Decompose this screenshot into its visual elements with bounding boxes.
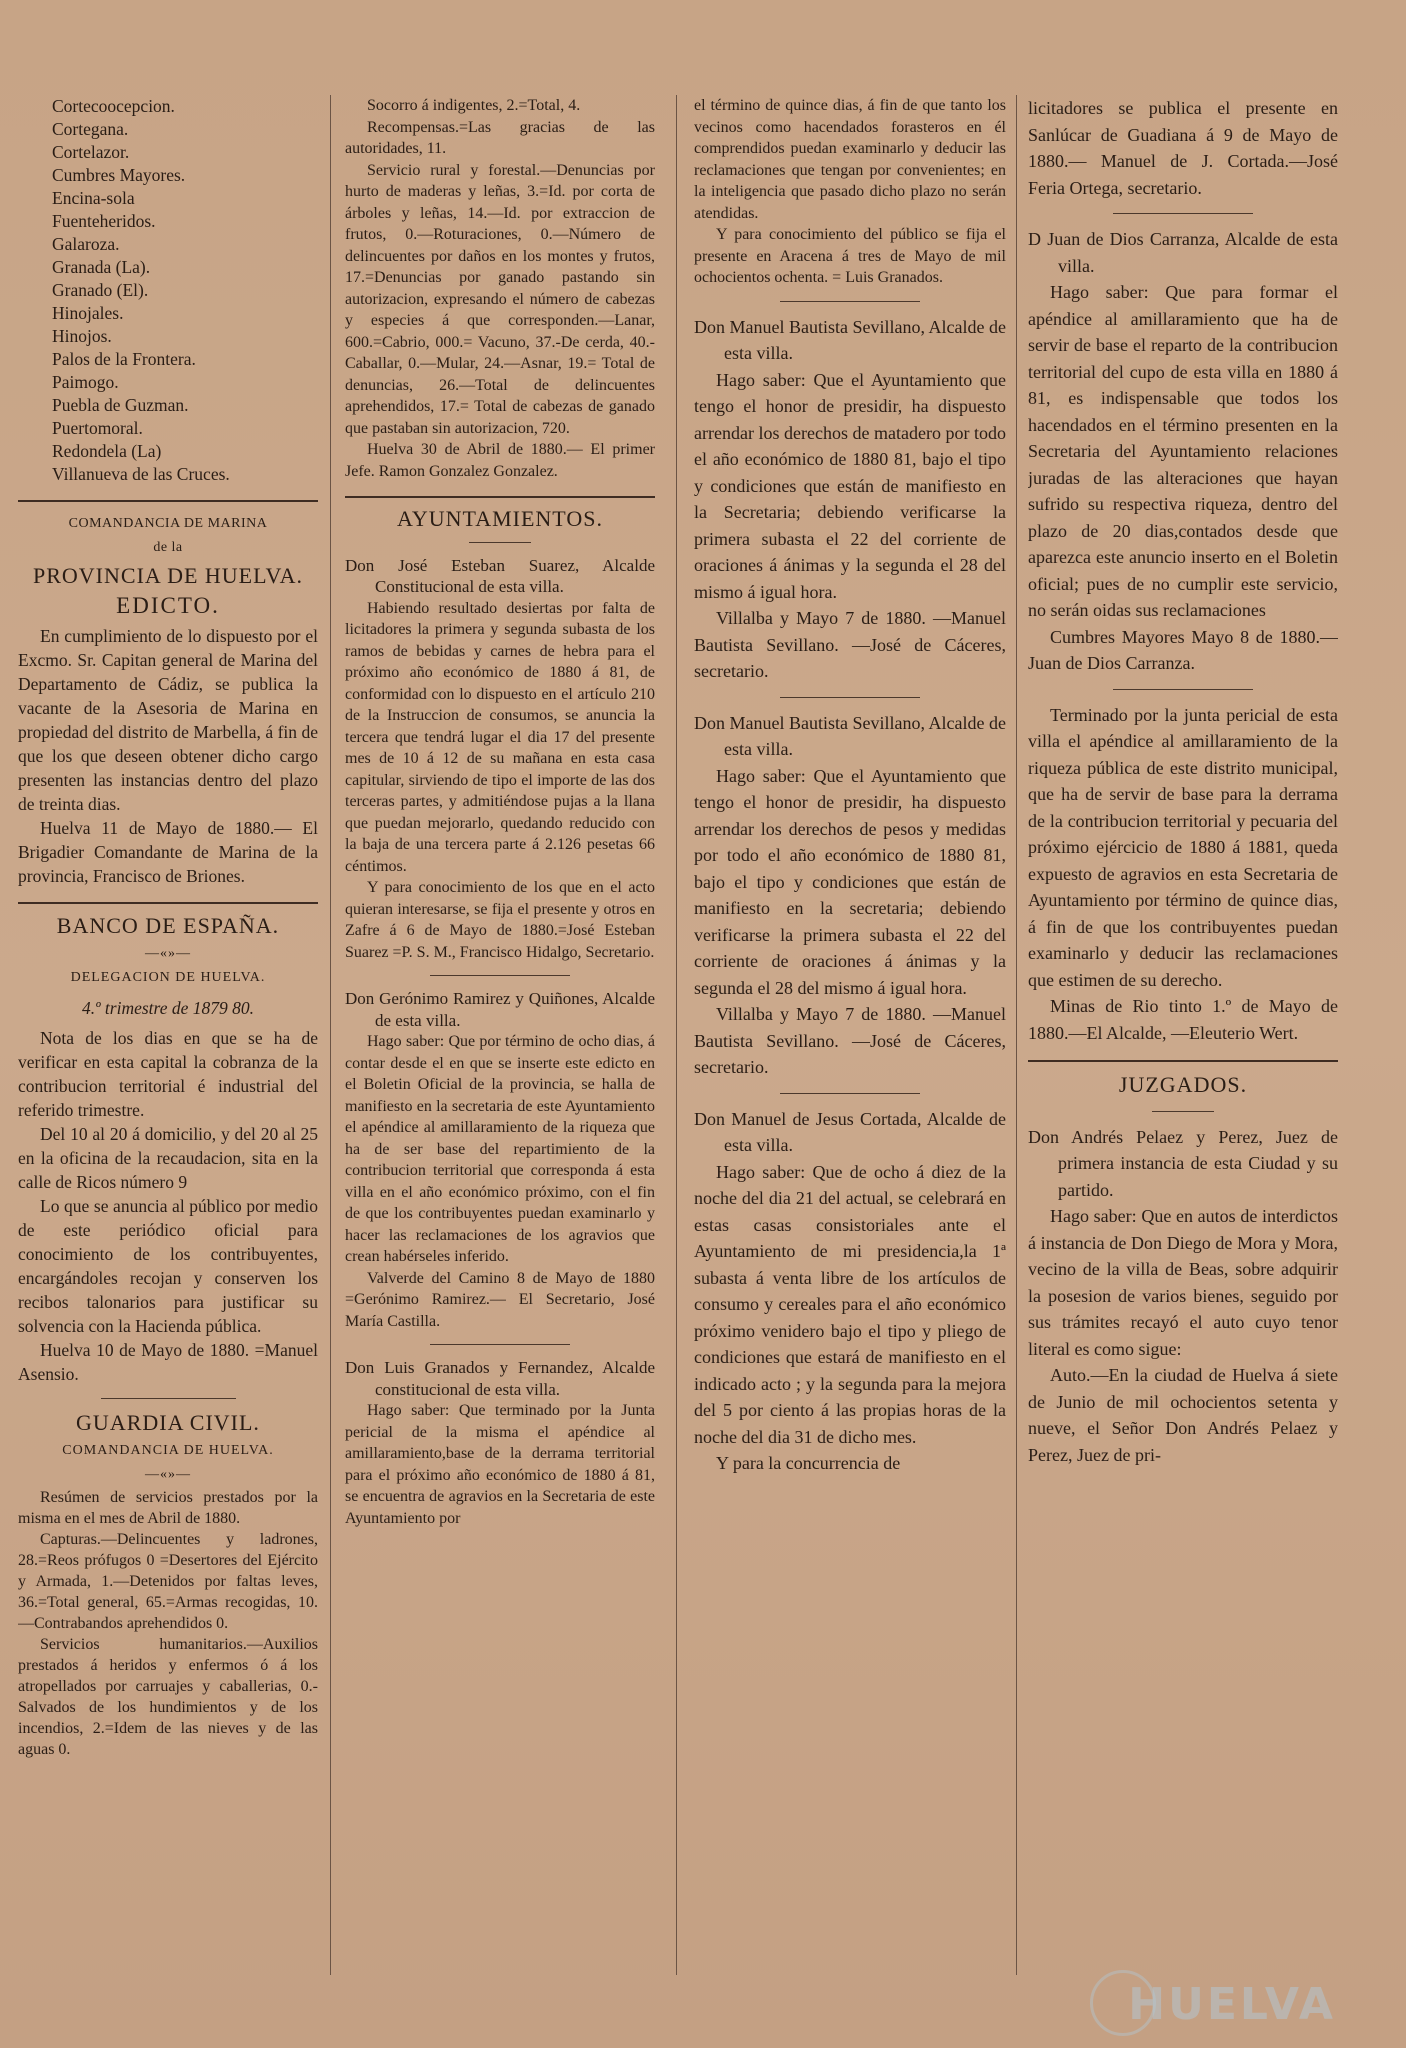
- notice-body: Habiendo resultado desiertas por falta de licitadores la primera y segunda subasta de los ramos de bebidas y carnes de hebra para el próximo año económico de 1880 á 81, de conformidad con lo dispuesto en el artículo 210 de la Instruccion de consumos, se anuncia la tercera que tendrá lugar el dia 17 del presente mes de 10 á 12 de su mañana en esta casa capitular, sirviendo de tipo el importe de las dos terceras partes, y admitiéndose pujas a la llana que puedan mejorarlo, quedando reducido con la baja de una tercera parte á 2.126 pesetas 66 céntimos.: [345, 599, 655, 875]
- town-item: Redondela (La): [52, 441, 162, 461]
- notice-signature: Villalba y Mayo 7 de 1880. —Manuel Bautista Sevillano. —José de Cáceres, secretario.: [694, 1004, 1006, 1077]
- column-rule: [1016, 95, 1017, 1975]
- section-divider: [469, 542, 531, 543]
- marina-de: de la: [153, 540, 183, 555]
- notice-body: Hago saber: Que el Ayuntamiento que tengo el honor de presidir, ha dispuesto arrendar los derechos de pesos y medidas por todo el año económico de 1880 81, bajo el tipo y condiciones que están de manifiesto en la secretaria; debiendo verificarse la primera subasta el 22 del corriente de oraciones á ánimas y la segunda el 28 del mismo á igual hora.: [694, 765, 1006, 998]
- town-item: Hinojos.: [52, 326, 112, 346]
- notice-header: Don Manuel de Jesus Cortada, Alcalde de esta villa.: [694, 1108, 1006, 1155]
- section-divider: [1113, 213, 1253, 214]
- section-divider: [780, 301, 920, 302]
- banco-paragraph: Nota de los dias en que se ha de verificar en esta capital la cobranza de la contribucion territorial é industrial del referido trimestre.: [18, 1028, 318, 1120]
- notice-body: Y para conocimiento de los que en el acto quieran interesarse, se fija el presente y otros en Zafre á 6 de Mayo de 1880.=José Esteban Suarez =P. S. M., Francisco Hidalgo, Secretario.: [345, 879, 655, 961]
- notice-header: Don Andrés Pelaez y Perez, Juez de primera instancia de esta Ciudad y su partido.: [1028, 1126, 1338, 1200]
- section-divider: [780, 1093, 920, 1094]
- edicto-signature: Huelva 11 de Mayo de 1880.— El Brigadier Comandante de Marina de la provincia, Francisco de Briones.: [18, 818, 318, 886]
- banco-heading: BANCO DE ESPAÑA.: [56, 913, 280, 938]
- section-divider: [18, 902, 318, 904]
- town-item: Cortecoocepcion.: [52, 96, 175, 116]
- section-divider: [1028, 1060, 1338, 1062]
- notice-body: Hago saber: Que por término de ocho dias, á contar desde el en que se inserte este edicto en el Boletin Oficial de la provincia, se halla de manifiesto en la secretaria de este Ayuntamiento el apéndice al amillaramiento de la riqueza que ha de ser base del repartimiento de la contribucion territorial que corresponda á esta villa en el año económico próximo, con el fin de que los contribuyentes puedan examinarlo y hacer las reclamaciones de los agravios que crean habérseles inferido.: [345, 1033, 655, 1265]
- section-divider: [1152, 1111, 1214, 1112]
- town-item: Puertomoral.: [52, 418, 143, 438]
- guardia-paragraph: Recompensas.=Las gracias de las autoridades, 11.: [345, 118, 655, 157]
- guardia-signature: Huelva 30 de Abril de 1880.— El primer Jefe. Ramon Gonzalez Gonzalez.: [345, 441, 655, 480]
- column-rule: [676, 95, 677, 1975]
- guardia-paragraph: Capturas.—Delincuentes y ladrones, 28.=Reos prófugos 0 =Desertores del Ejército y Armada, 1.—Detenidos por faltas leves, 36.=Total general, 65.=Armas recogidas, 10.—Contrabandos aprehendidos 0.: [18, 1531, 318, 1632]
- marina-heading: COMANDANCIA DE MARINA: [68, 516, 268, 531]
- notice-body: Y para la concurrencia de: [716, 1453, 901, 1473]
- notice-body: Hago saber: Que en autos de interdictos á instancia de Don Diego de Mora y Mora, vecino de la villa de Beas, sobre adquirir la posesion de varios bienes, seguido por sus trámites recayó el auto cuyo tenor literal es como sigue:: [1028, 1206, 1338, 1359]
- section-divider: [18, 500, 318, 502]
- guardia-paragraph: Servicios humanitarios.—Auxilios prestados á heridos y enfermos ó á los atropellados por carruajes y caballerias, 0.-Salvados de los hundimientos y de los incendios, 2.=Idem de las nieves y de las aguas 0.: [18, 1636, 318, 1758]
- notice-header: Don José Esteban Suarez, Alcalde Constitucional de esta villa.: [345, 555, 655, 596]
- notice-body: Auto.—En la ciudad de Huelva á siete de Junio de mil ochocientos setenta y nueve, el Señor Don Andrés Pelaez y Perez, Juez de pri-: [1028, 1365, 1338, 1465]
- town-item: Villanueva de las Cruces.: [52, 464, 230, 484]
- town-item: Encina-sola: [52, 188, 135, 208]
- notice-header: Don Luis Granados y Fernandez, Alcalde constitucional de esta villa.: [345, 1358, 655, 1399]
- column-4: [1028, 95, 1338, 1468]
- section-divider: [345, 496, 655, 498]
- guardia-paragraph: Socorro á indigentes, 2.=Total, 4.: [367, 97, 581, 114]
- notice-body: Hago saber: Que el Ayuntamiento que tengo el honor de presidir, ha dispuesto arrendar los derechos de matadero por todo el año económico de 1880 81, bajo el tipo y condiciones que están de manifiesto en la Secretaria; debiendo verificarse la primera subasta el 22 del corriente de oraciones á ánimas y la segunda el 28 del mismo á igual hora.: [694, 369, 1006, 602]
- notice-header: Don Manuel Bautista Sevillano, Alcalde de esta villa.: [694, 712, 1006, 759]
- guardia-separator: —«»—: [145, 1467, 191, 1482]
- notice-header: Don Manuel Bautista Sevillano, Alcalde de esta villa.: [694, 316, 1006, 363]
- banco-paragraph: Del 10 al 20 á domicilio, y del 20 al 25 en la oficina de la recaudacion, sita en la calle de Ricos número 9: [18, 1124, 318, 1192]
- banco-separator: —«»—: [145, 946, 191, 961]
- section-divider: [430, 1344, 570, 1345]
- notice-body: Hago saber: Que de ocho á diez de la noche del dia 21 del actual, se celebrará en estas casas consistoriales ante el Ayuntamiento de mi presidencia,la 1ª subasta á venta libre de los artículos de consumo y cereales para el año económico próximo venidero bajo el tipo y pliego de condiciones que estará de manifiesto en el indicado acto ; y la segunda para la mejora del 5 por ciento á las propias horas de la noche del dia 31 de dicho mes.: [694, 1161, 1006, 1447]
- town-item: Fuenteheridos.: [52, 211, 156, 231]
- guardia-subheading: COMANDANCIA DE HUELVA.: [62, 1443, 274, 1458]
- notice-header: D Juan de Dios Carranza, Alcalde de esta villa.: [1028, 229, 1338, 276]
- section-divider: [430, 975, 570, 976]
- town-item: Paimogo.: [52, 372, 119, 392]
- column-3: [694, 95, 1006, 1477]
- ayuntamientos-heading: AYUNTAMIENTOS.: [397, 506, 603, 531]
- notice-body: el término de quince dias, á fin de que tanto los vecinos como hacendados forasteros en él comprendidos puedan examinarlo y deducir las reclamaciones que tengan por convenientes; en la inteligencia que pasado dicho plazo no serán atendidas.: [694, 97, 1006, 222]
- trimestre-title: 4.º trimestre de 1879 80.: [82, 998, 254, 1018]
- banco-subheading: DELEGACION DE HUELVA.: [70, 970, 266, 985]
- guardia-paragraph: Servicio rural y forestal.—Denuncias por hurto de maderas y leñas, 3.=Id. por corta de árboles y leñas, 14.—Id. por extraccion de frutos, 0.—Roturaciones, 0.—Número de delincuentes por daños en los montes y frutos, 17.=Denuncias por ganado pastando sin autorizacion, expresando el número de cabezas y especies á que corresponden.—Lanar, 600.=Cabrio, 000.= Vacuno, 37.-De cerda, 40.-Caballar, 0.—Mular, 24.—Asnar, 19.= Total de denuncias, 26.—Total de delincuentes aprehendidos, 17.= Total de cabezas de ganado que pastaban sin autorizacion, 720.: [345, 161, 655, 437]
- town-item: Hinojales.: [52, 303, 124, 323]
- notice-body: Hago saber: Que terminado por la Junta pericial de la misma el apéndice al amillaramiento,base de la derrama territorial para el próximo año económico de 1880 á 81, se encuentra de agravios en la Secretaria de este Ayuntamiento por: [345, 1402, 655, 1527]
- town-item: Galaroza.: [52, 234, 120, 254]
- section-divider: [1113, 689, 1253, 690]
- notice-signature: Valverde del Camino 8 de Mayo de 1880 =Gerónimo Ramirez.— El Secretario, José María Castilla.: [345, 1269, 655, 1330]
- notice-signature: Minas de Rio tinto 1.º de Mayo de 1880.—El Alcalde, —Eleuterio Wert.: [1028, 996, 1338, 1043]
- edicto-body: En cumplimiento de lo dispuesto por el Excmo. Sr. Capitan general de Marina del Departamento de Cádiz, se publica la vacante de la Asesoria de Marina en propiedad del distrito de Marbella, á fin de que los que deseen obtener dicho cargo presenten las instancias dentro del plazo de treinta dias.: [18, 626, 318, 814]
- notice-body: Terminado por la junta pericial de esta villa el apéndice al amillaramiento de la riqueza pública de este distrito municipal, que ha de servir de base para la derrama de la contribucion territorial y pecuaria del próximo ejércicio de 1880 á 1881, queda expuesto de agravios en esta Secretaria de Ayuntamiento por término de quince dias, á fin de que los contribuyentes puedan examinarlo y deducir las reclamaciones que estimen de su derecho.: [1028, 704, 1338, 990]
- marina-province: PROVINCIA DE HUELVA.: [33, 563, 303, 588]
- town-item: Puebla de Guzman.: [52, 395, 189, 415]
- juzgados-heading: JUZGADOS.: [1118, 1072, 1248, 1097]
- guardia-heading: GUARDIA CIVIL.: [76, 1410, 260, 1435]
- town-item: Cortegana.: [52, 119, 129, 139]
- watermark: HUELVA: [1128, 1979, 1336, 2030]
- notice-header: Don Gerónimo Ramirez y Quiñones, Alcalde de esta villa.: [345, 989, 655, 1030]
- notice-signature: Villalba y Mayo 7 de 1880. —Manuel Bautista Sevillano. —José de Cáceres, secretario.: [694, 608, 1006, 681]
- town-item: Cortelazor.: [52, 142, 130, 162]
- notice-body: Hago saber: Que para formar el apéndice al amillaramiento que ha de servir de base el reparto de la contribucion territorial del cupo de esta villa en 1880 á 81, es indispensable que todos los hacendados en el término presenten en la Secretaria del Ayuntamiento relaciones juradas de las alteraciones que hayan sufrido su respectiva riqueza, dentro del plazo de 20 dias,contados desde que aparezca este anuncio inserto en el Boletin oficial; pues de no cumplir este servicio, no serán oidas sus reclamaciones: [1028, 282, 1338, 620]
- town-item: Palos de la Frontera.: [52, 349, 196, 369]
- town-list: [18, 95, 318, 486]
- column-1: [18, 95, 318, 1760]
- edicto-title: EDICTO.: [116, 593, 220, 618]
- town-item: Granada (La).: [52, 257, 151, 277]
- banco-paragraph: Lo que se anuncia al público por medio de este periódico oficial para conocimiento de los contribuyentes, encargándoles recojan y conserven los recibos talonarios para justificar su solvencia con la Hacienda pública.: [18, 1196, 318, 1336]
- town-item: Granado (El).: [52, 280, 149, 300]
- notice-signature: Cumbres Mayores Mayo 8 de 1880.—Juan de Dios Carranza.: [1028, 626, 1338, 673]
- section-divider: [780, 697, 920, 698]
- column-2: [345, 95, 655, 1529]
- notice-signature: Y para conocimiento del público se fija el presente en Aracena á tres de Mayo de mil ochocientos ochenta. = Luis Granados.: [694, 226, 1006, 286]
- guardia-paragraph: Resúmen de servicios prestados por la misma en el mes de Abril de 1880.: [18, 1489, 318, 1527]
- notice-signature: licitadores se publica el presente en Sanlúcar de Guadiana á 9 de Mayo de 1880.— Manuel de J. Cortada.—José Feria Ortega, secretario.: [1028, 98, 1338, 198]
- town-item: Cumbres Mayores.: [52, 165, 186, 185]
- banco-signature: Huelva 10 de Mayo de 1880. =Manuel Asensio.: [18, 1340, 318, 1384]
- section-divider: [101, 1398, 236, 1399]
- column-rule: [330, 95, 331, 1975]
